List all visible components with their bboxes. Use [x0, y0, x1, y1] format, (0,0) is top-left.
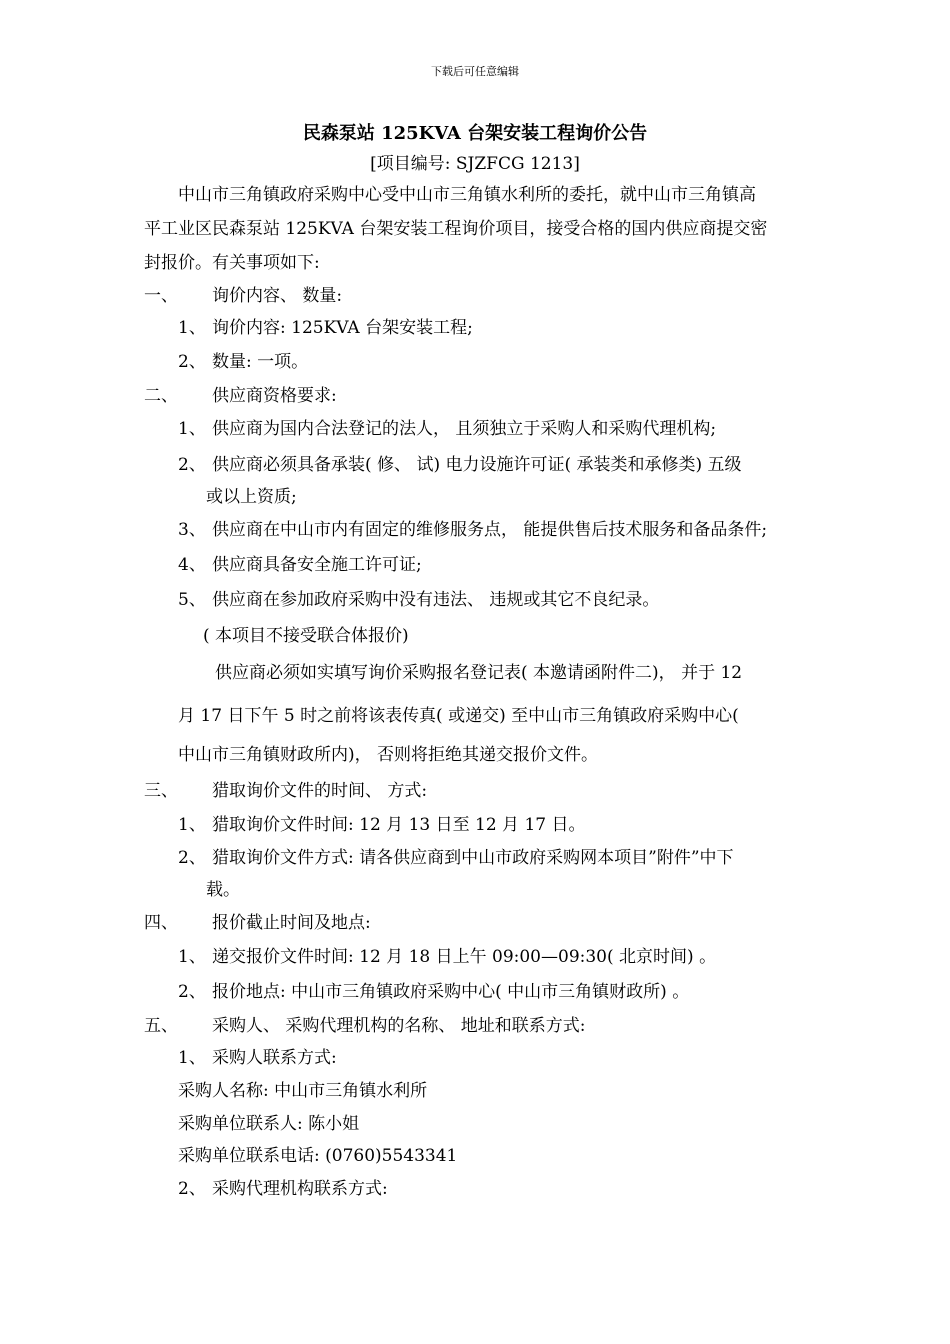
s2-item-3-text: 供应商在中山市内有固定的维修服务点， 能提供售后技术服务和备品条件; [212, 520, 768, 540]
s4-item-1-number: 1、 [178, 947, 206, 967]
s3-item-2-text: 猎取询价文件方式: 请各供应商到中山市政府采购网本项目”附件”中下 [212, 848, 734, 868]
section-5-number: 五、 [144, 1016, 178, 1036]
s2-para-line-3: 中山市三角镇财政所内)， 否则将拒绝其递交报价文件。 [178, 745, 599, 765]
s2-para-line-1: 供应商必须如实填写询价采购报名登记表( 本邀请函附件二)， 并于 12 [215, 663, 743, 683]
section-2-number: 二、 [144, 386, 178, 406]
section-3-number: 三、 [144, 781, 178, 801]
s1-item-1-text: 询价内容: 125KVA 台架安装工程; [212, 318, 473, 338]
s3-item-1-number: 1、 [178, 815, 206, 835]
section-1-number: 一、 [144, 286, 178, 306]
intro-line-1: 中山市三角镇政府采购中心受中山市三角镇水利所的委托，就中山市三角镇高 [178, 185, 756, 205]
s5-item-2-text: 采购代理机构联系方式: [212, 1179, 388, 1199]
project-code: [项目编号: SJZFCG 1213] [370, 154, 580, 174]
section-4-title: 报价截止时间及地点: [212, 913, 371, 933]
section-3-title: 猎取询价文件的时间、 方式: [212, 781, 428, 801]
s1-item-2-text: 数量: 一项。 [212, 352, 309, 372]
section-5-title: 采购人、 采购代理机构的名称、 地址和联系方式: [212, 1016, 586, 1036]
s2-item-5-text: 供应商在参加政府采购中没有违法、 违规或其它不良纪录。 [212, 590, 660, 610]
s5-item-1-number: 1、 [178, 1048, 206, 1068]
section-4-number: 四、 [144, 913, 178, 933]
s5-item-1-text: 采购人联系方式: [212, 1048, 337, 1068]
purchaser-phone: 采购单位联系电话: (0760)5543341 [178, 1146, 458, 1166]
s3-item-1-text: 猎取询价文件时间: 12 月 13 日至 12 月 17 日。 [212, 815, 586, 835]
s2-item-2-text: 供应商必须具备承装( 修、 试) 电力设施许可证( 承装类和承修类) 五级 [212, 455, 742, 475]
s5-item-2-number: 2、 [178, 1179, 206, 1199]
purchaser-contact: 采购单位联系人: 陈小姐 [178, 1114, 360, 1134]
s2-item-5-number: 5、 [178, 590, 206, 610]
s2-note: ( 本项目不接受联合体报价) [203, 626, 409, 646]
s2-item-4-number: 4、 [178, 555, 206, 575]
s2-item-4-text: 供应商具备安全施工许可证; [212, 555, 422, 575]
s2-item-2-number: 2、 [178, 455, 206, 475]
s1-item-2-number: 2、 [178, 352, 206, 372]
s2-item-2-continuation: 或以上资质; [206, 487, 297, 507]
purchaser-name: 采购人名称: 中山市三角镇水利所 [178, 1081, 428, 1101]
section-1-title: 询价内容、 数量: [212, 286, 343, 306]
s3-item-2-continuation: 载。 [206, 880, 240, 900]
s2-para-line-2: 月 17 日下午 5 时之前将该表传真( 或递交) 至中山市三角镇政府采购中心( [178, 706, 739, 726]
s4-item-2-text: 报价地点: 中山市三角镇政府采购中心( 中山市三角镇财政所) 。 [212, 982, 690, 1002]
document-title: 民森泵站 125KVA 台架安装工程询价公告 [302, 123, 648, 144]
s1-item-1-number: 1、 [178, 318, 206, 338]
intro-line-3: 封报价。有关事项如下: [144, 253, 320, 273]
s4-item-1-text: 递交报价文件时间: 12 月 18 日上午 09:00—09:30( 北京时间) 。 [212, 947, 717, 967]
s4-item-2-number: 2、 [178, 982, 206, 1002]
header-note: 下载后可任意编辑 [431, 65, 519, 78]
intro-line-2: 平工业区民森泵站 125KVA 台架安装工程询价项目，接受合格的国内供应商提交密 [144, 219, 768, 239]
s2-item-1-number: 1、 [178, 419, 206, 439]
s3-item-2-number: 2、 [178, 848, 206, 868]
s2-item-1-text: 供应商为国内合法登记的法人， 且须独立于采购人和采购代理机构; [212, 419, 717, 439]
section-2-title: 供应商资格要求: [212, 386, 337, 406]
s2-item-3-number: 3、 [178, 520, 206, 540]
